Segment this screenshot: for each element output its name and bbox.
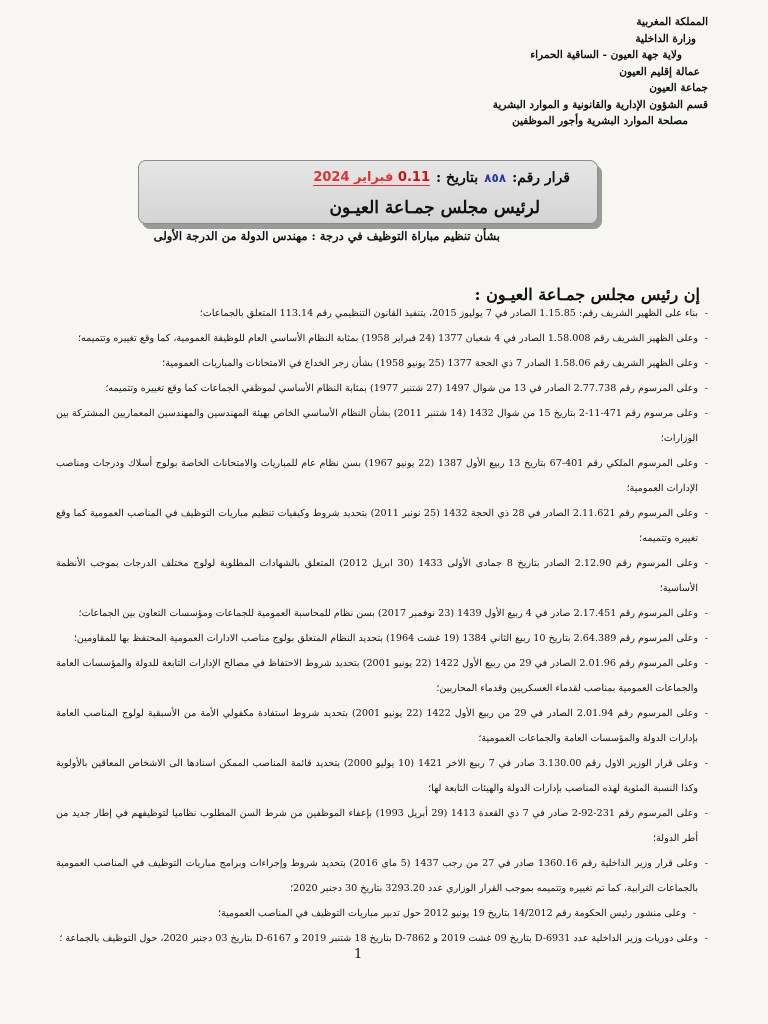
legal-reference-item: - وعلى المرسوم رقم 2.77.738 الصادر في 13 من شوال 1497 (27 شتنبر 1977) بمثابة النظام الأساسي لموظفي الجماعات كما وقع تغييره وتتميمه؛: [56, 376, 706, 401]
legal-reference-item: - وعلى المرسوم رقم 231-92-2 صادر في 7 ذي القعدة 1413 (29 أبريل 1993) بإعفاء الموظفين من شرط السن المطلوب نظاميا لتوظيفهم في إطار جديد من أطر الدولة؛: [56, 801, 706, 851]
decision-label: قرار رقم:: [512, 170, 570, 186]
letterhead-commune: جماعة العيون: [649, 82, 708, 94]
letterhead: [368, 14, 708, 130]
legal-reference-item: - وعلى المرسوم رقم 2.11.621 الصادر في 28 ذي الحجة 1432 (25 نونبر 2011) بتحديد شروط وكيفيات تنظيم مباريات التوظيف في المناصب العمومية كما وقع تغييره وتتميمه؛: [56, 501, 706, 551]
legal-reference-item: - وعلى المرسوم الملكي رقم 401-67 بتاريخ 13 ربيع الأول 1387 (22 يونيو 1967) بسن نظام عام للمباريات والامتحانات الخاصة بولوج أسلاك ودرجات ومناصب الإدارات العمومية؛: [56, 451, 706, 501]
date-stamp-year: 2024: [313, 170, 350, 185]
page-number: 1: [354, 947, 363, 962]
legal-reference-item: - وعلى قرار وزير الداخلية رقم 1360.16 صادر في 27 من رجب 1437 (5 ماي 2016) بتحديد شروط وإجراءات وبرامج مباريات التوظيف في المناصب العمومية بالجماعات الترابية، كما تم تغييره وتتميمه بموجب القرار الوزاري عدد 3293.20 بتاريخ 30 دجنبر 2020؛: [56, 851, 706, 901]
date-stamp-month: فبراير: [354, 170, 394, 185]
decision-date-label: بتاريخ :: [436, 170, 479, 186]
decision-number: ٨٥٨: [484, 171, 507, 185]
legal-reference-item: - وعلى المرسوم رقم 2.64.389 بتاريخ 10 ربيع الثاني 1384 (19 غشت 1964) بتحديد النظام المتعلق بولوج مناصب الادارات العمومية المحتفظ بها للمقاومين؛: [56, 626, 706, 651]
letterhead-region: ولاية جهة العيون - الساقية الحمراء: [530, 49, 682, 61]
legal-reference-item: - وعلى الظهير الشريف رقم 1.58.06 الصادر 7 ذي الحجة 1377 (25 يونيو 1958) بشأن زجر الخداع في الامتحانات والمباريات العمومية؛: [56, 351, 706, 376]
decision-line: [313, 170, 570, 186]
date-stamp-day: 0.11: [397, 170, 430, 185]
letterhead-division: قسم الشؤون الإدارية والقانونية و الموارد البشرية: [492, 98, 708, 111]
legal-reference-item: - وعلى الظهير الشريف رقم 1.58.008 الصادر في 4 شعبان 1377 (24 فبراير 1958) بمثابة النظام الأساسي العام للوظيفة العمومية، كما وقع تغييره وتتميمه؛: [56, 326, 706, 351]
letterhead-service: مصلحة الموارد البشرية وأجور الموظفين: [512, 115, 688, 127]
decision-title: لرئيس مجلس جمـاعة العيـون: [329, 198, 540, 218]
legal-reference-item: - وعلى المرسوم رقم 2.17.451 صادر في 4 ربيع الأول 1439 (23 نوفمبر 2017) بسن نظام للمحاسبة العمومية للجماعات ومؤسسات التعاون بين الجماعات؛: [56, 601, 706, 626]
date-stamp: [313, 170, 430, 186]
legal-reference-item: - وعلى منشور رئيس الحكومة رقم 14/2012 بتاريخ 19 يونيو 2012 حول تدبير مباريات التوظيف في المناصب العمومية؛: [56, 901, 706, 926]
legal-reference-item: - وعلى مرسوم رقم 471-11-2 بتاريخ 15 من شوال 1432 (14 شتنبر 2011) بشأن النظام الأساسي الخاص بهيئة المهندسين والمهندسين المعماريين المشتركة بين الوزارات؛: [56, 401, 706, 451]
letterhead-prefecture: عمالة إقليم العيون: [619, 65, 700, 78]
letterhead-kingdom: المملكة المغربية: [636, 16, 708, 28]
legal-reference-item: - وعلى المرسوم رقم 2.12.90 الصادر بتاريخ 8 جمادى الأولى 1433 (30 ابريل 2012) المتعلق بالشهادات المطلوبة لولوج مختلف الدرجات بموجب الأنظمة الأساسية؛: [56, 551, 706, 601]
legal-reference-item: - وعلى دوريات وزير الداخلية عدد D-6931 بتاريخ 09 غشت 2019 و D-7862 بتاريخ 18 شتنبر 2019 و D-6167 بتاريخ 03 دجنبر 2020، حول التوظيف بالجماعة ؛: [56, 926, 706, 951]
legal-reference-item: - وعلى قرار الوزير الاول رقم 3.130.00 صادر في 7 ربيع الاخر 1421 (10 يوليو 2000) بتحديد قائمة المناصب الممكن اسنادها الى الاشخاص المعاقين بالأولوية وكذا النسبة المئوية لهذه المناصب بإدارات الدولة والهيئات التابعة لها؛: [56, 751, 706, 801]
legal-reference-item: - وعلى المرسوم رقم 2.01.96 الصادر في 29 من ربيع الأول 1422 (22 يونيو 2001) بتحديد شروط الاحتفاظ في مصالح الإدارات التابعة للدولة والمؤسسات العامة والجماعات العمومية بمناصب لقدماء العسكريين وقدماء المحاربين؛: [56, 651, 706, 701]
decision-subtitle: بشأن تنظيم مباراة التوظيف في درجة : مهندس الدولة من الدرجة الأولى: [153, 229, 500, 243]
section-heading: إن رئيس مجلس جمـاعة العيـون :: [474, 285, 700, 304]
legal-reference-item: - وعلى المرسوم رقم 2.01.94 الصادر في 29 من ربيع الأول 1422 (22 يونيو 2001) بتحديد شروط استفادة مكفولي الأمة من الأسبقية لولوج المناصب العامة بإدارات الدولة والمؤسسات العامة والجماعات العمومية؛: [56, 701, 706, 751]
letterhead-ministry: وزارة الداخلية: [635, 32, 696, 45]
legal-reference-item: - بناء على الظهير الشريف رقم: 1.15.85 الصادر في 7 يوليوز 2015، بتنفيذ القانون التنظيمي رقم 113.14 المتعلق بالجماعات؛: [56, 301, 706, 326]
legal-references-list: [56, 301, 706, 951]
